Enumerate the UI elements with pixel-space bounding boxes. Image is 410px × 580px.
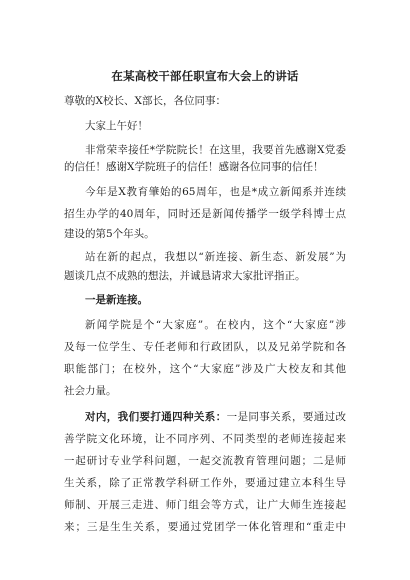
paragraph-lead-rest: 一是同事关系，要通过改: [226, 411, 347, 423]
paragraph-line: 题谈几点不成熟的想法，并诚恳请求大家批评指正。: [64, 270, 306, 282]
document-title: 在某高校干部任职宣布大会上的讲话: [111, 69, 299, 83]
paragraph-line: 善学院文化环境，让不同序列、不同类型的老师连接起来: [64, 433, 346, 445]
paragraph-line: 生关系，除了正常教学科研工作外，要通过建立本科生导: [64, 477, 346, 489]
paragraph-line: 职能部门；在校外，这个“大家庭”涉及广大校友和其他: [64, 363, 346, 375]
paragraph-line: 今年是X教育肇始的65周年，也是*成立新闻系并连续: [85, 186, 346, 198]
paragraph-line: 师制、开展三走进、师门组会等方式，让广大师生连接起: [64, 499, 346, 511]
paragraph-line: 一起研讨专业学科问题，一起交流教育管理问题；二是师: [64, 455, 346, 467]
paragraph-line: 社会力量。: [64, 385, 117, 397]
paragraph-line: 大家上午好！: [85, 120, 148, 132]
section-heading: 一是新连接。: [85, 294, 148, 306]
paragraph-line-with-lead: [85, 410, 346, 424]
paragraph-line: 招生办学的40周年，同时还是新闻传播学一级学科博士点: [64, 208, 346, 220]
paragraph-line: 站在新的起点，我想以“新连接、新生态、新发展”为: [85, 251, 346, 263]
paragraph-line: 新闻学院是个“大家庭”。在校内，这个“大家庭”涉: [85, 319, 346, 331]
paragraph-lead: 对内，我们要打通四种关系：: [85, 411, 227, 423]
paragraph-line: 及每一位学生、专任老师和行政团队，以及兄弟学院和各: [64, 341, 346, 353]
paragraph-line: 建设的第5个年头。: [64, 228, 155, 240]
paragraph-line: 来；三是生生关系，要通过党团学一体化管理和“重走中: [64, 521, 346, 533]
salutation: 尊敬的X校长、X部长，各位同事：: [64, 95, 226, 107]
paragraph-line: 的信任！感谢X学院班子的信任！感谢各位同事的信任！: [64, 161, 324, 173]
paragraph-line: 非常荣幸接任*学院院长！在这里，我要首先感谢X党委: [85, 144, 346, 156]
